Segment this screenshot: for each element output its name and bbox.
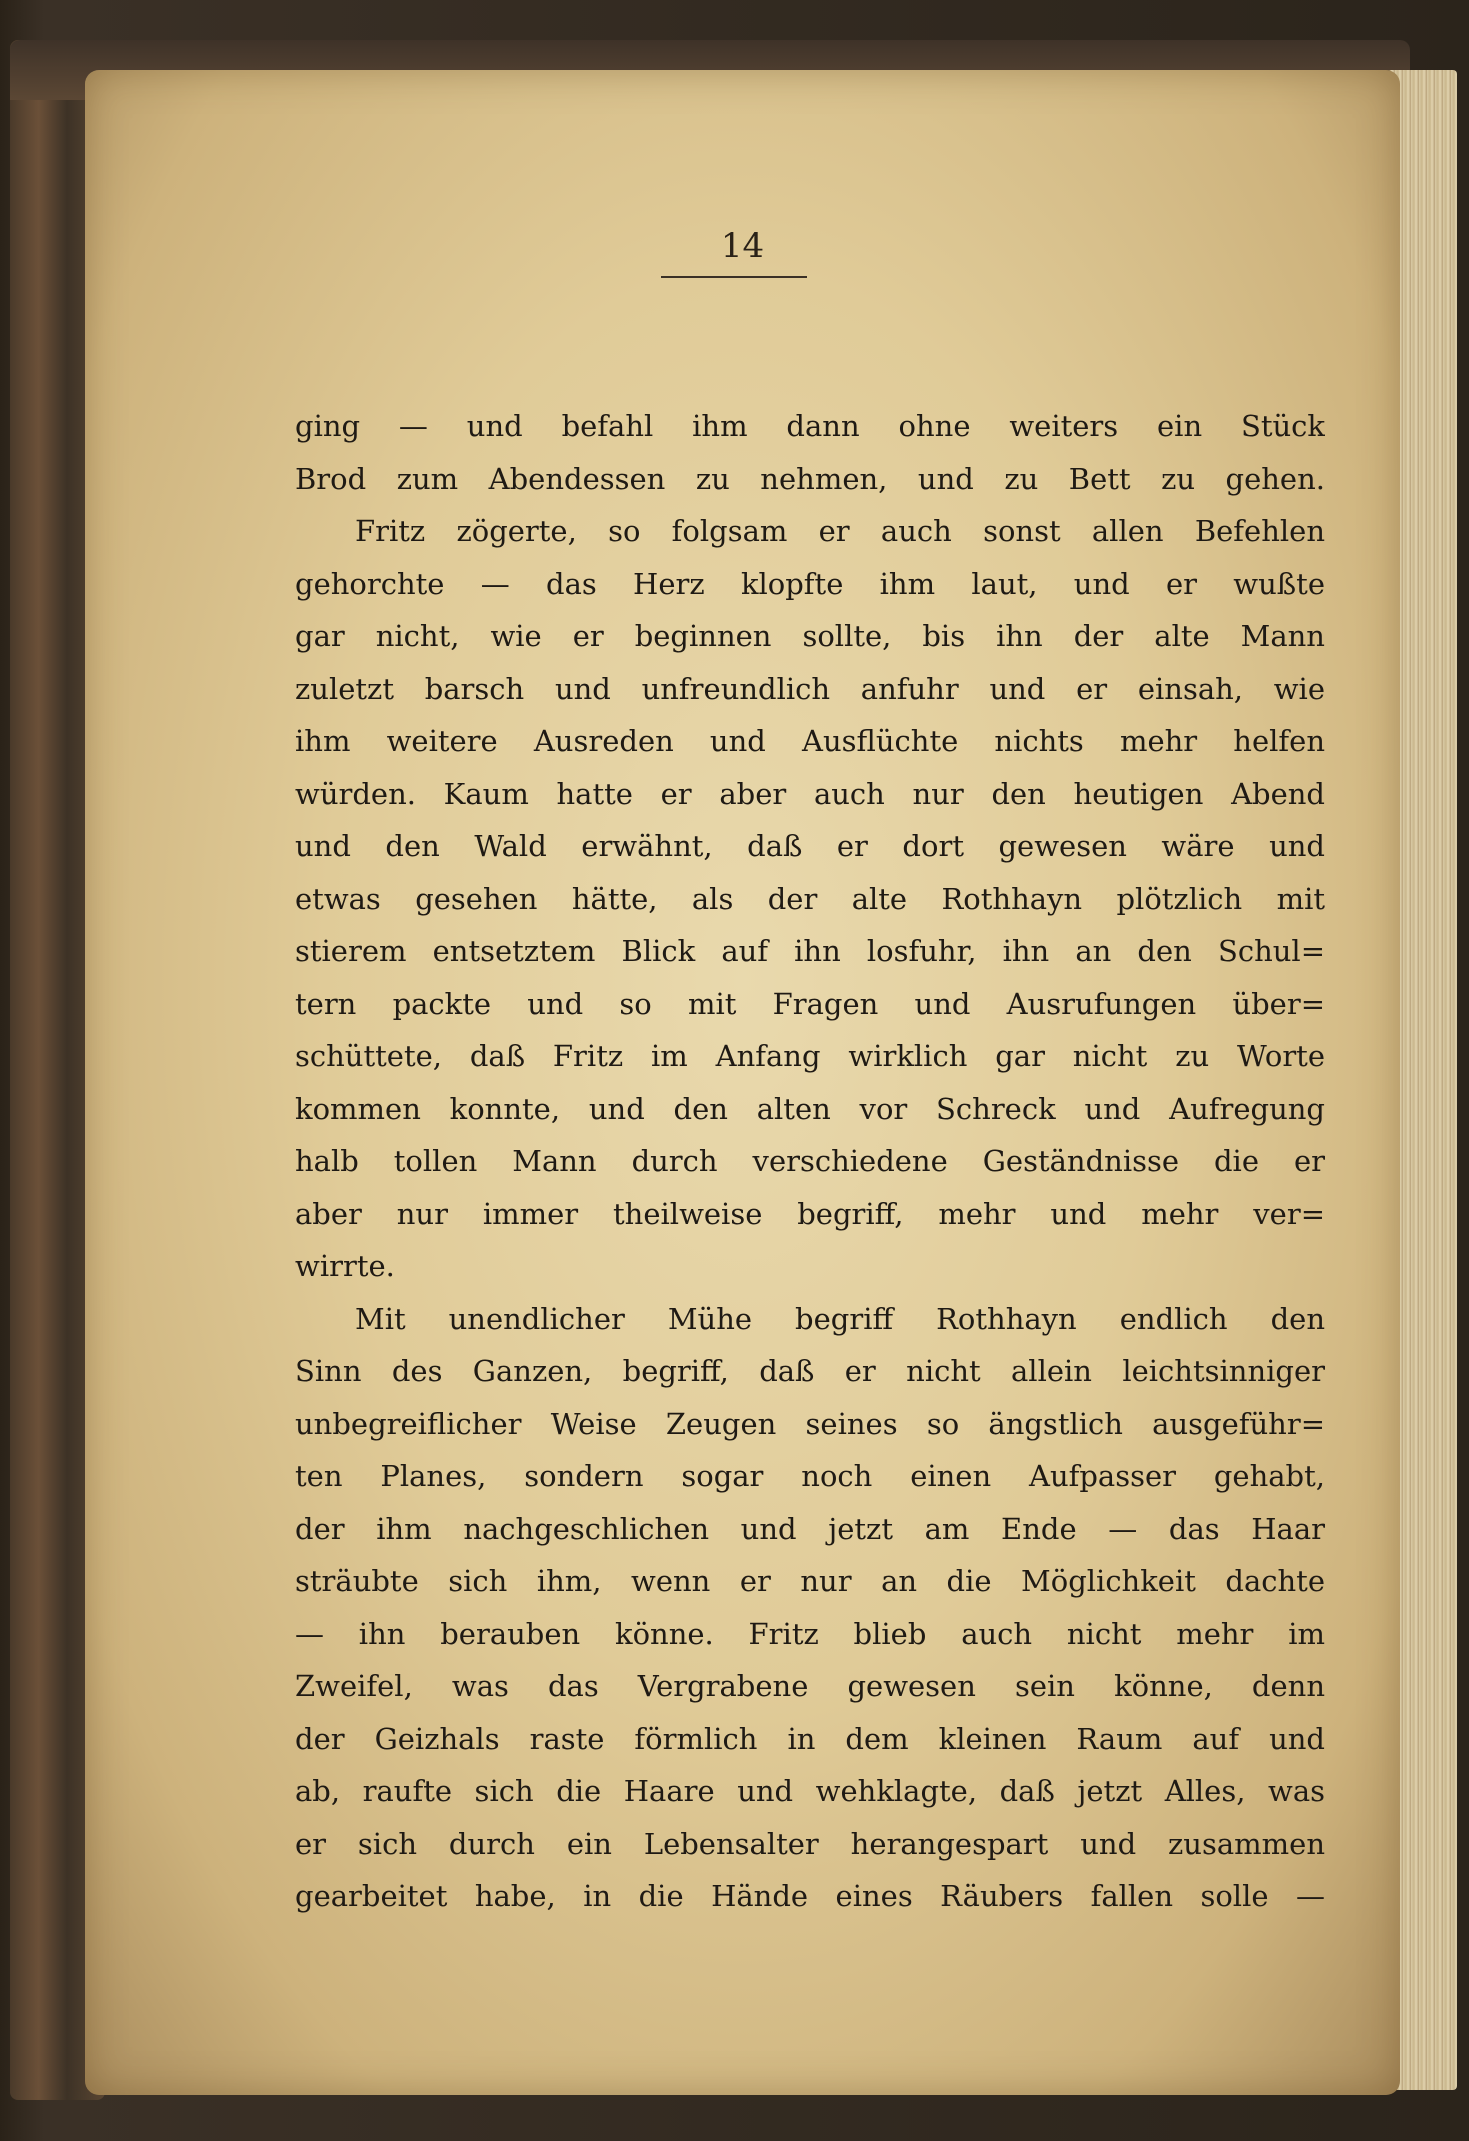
text-line: der ihm nachgeschlichen und jetzt am Ende — das Haar (295, 1511, 1325, 1546)
text-line: halb tollen Mann durch verschiedene Geständnisse die er (295, 1144, 1325, 1178)
text-line: stierem entsetztem Blick auf ihn losfuhr, ihn an den Schul= (295, 934, 1325, 968)
text-line: unbegreiflicher Weise Zeugen seines so ängstlich ausgeführ= (295, 1406, 1325, 1441)
text-line: etwas gesehen hätte, als der alte Rothhayn plötzlich mit (295, 881, 1325, 916)
text-line: aber nur immer theilweise begriff, mehr und mehr ver= (295, 1196, 1325, 1231)
text-line: Brod zum Abendessen zu nehmen, und zu Bett zu gehen. (295, 461, 1325, 496)
text-line: gearbeitet habe, in die Hände eines Räubers fallen solle — (295, 1879, 1325, 1913)
text-line: gar nicht, wie er beginnen sollte, bis ihn der alte Mann (295, 619, 1325, 653)
text-line: der Geizhals raste förmlich in dem kleinen Raum auf und (295, 1721, 1325, 1756)
text-line: kommen konnte, und den alten vor Schreck und Aufregung (295, 1091, 1325, 1126)
text-line: zuletzt barsch und unfreundlich anfuhr und er einsah, wie (295, 671, 1325, 706)
text-line: würden. Kaum hatte er aber auch nur den heutigen Abend (295, 776, 1325, 811)
text-line: sträubte sich ihm, wenn er nur an die Möglichkeit dachte (295, 1564, 1325, 1598)
header-rule (661, 276, 807, 278)
text-line: Sinn des Ganzen, begriff, daß er nicht allein leichtsinniger (295, 1354, 1325, 1388)
text-line: wirrte. (295, 1249, 395, 1283)
text-line: schüttete, daß Fritz im Anfang wirklich gar nicht zu Worte (295, 1039, 1325, 1073)
text-line: ging — und befahl ihm dann ohne weiters ein Stück (295, 409, 1325, 443)
text-line: tern packte und so mit Fragen und Ausrufungen über= (295, 986, 1325, 1021)
text-line: ab, raufte sich die Haare und wehklagte, daß jetzt Alles, was (295, 1774, 1325, 1808)
text-line: er sich durch ein Lebensalter herangespart und zusammen (295, 1826, 1325, 1861)
text-line: — ihn berauben könne. Fritz blieb auch nicht mehr im (295, 1616, 1325, 1651)
text-line: Fritz zögerte, so folgsam er auch sonst allen Befehlen (355, 514, 1325, 548)
body-text (295, 400, 1325, 1923)
page-number: 14 (720, 226, 765, 266)
text-line: und den Wald erwähnt, daß er dort gewesen wäre und (295, 829, 1325, 863)
text-line: Mit unendlicher Mühe begriff Rothhayn endlich den (355, 1301, 1325, 1336)
text-line: Zweifel, was das Vergrabene gewesen sein könne, denn (295, 1669, 1325, 1703)
text-line: gehorchte — das Herz klopfte ihm laut, und er wußte (295, 566, 1325, 601)
text-line: ihm weitere Ausreden und Ausflüchte nichts mehr helfen (295, 724, 1325, 758)
text-line: ten Planes, sondern sogar noch einen Aufpasser gehabt, (295, 1459, 1325, 1493)
book-page (85, 70, 1400, 2095)
